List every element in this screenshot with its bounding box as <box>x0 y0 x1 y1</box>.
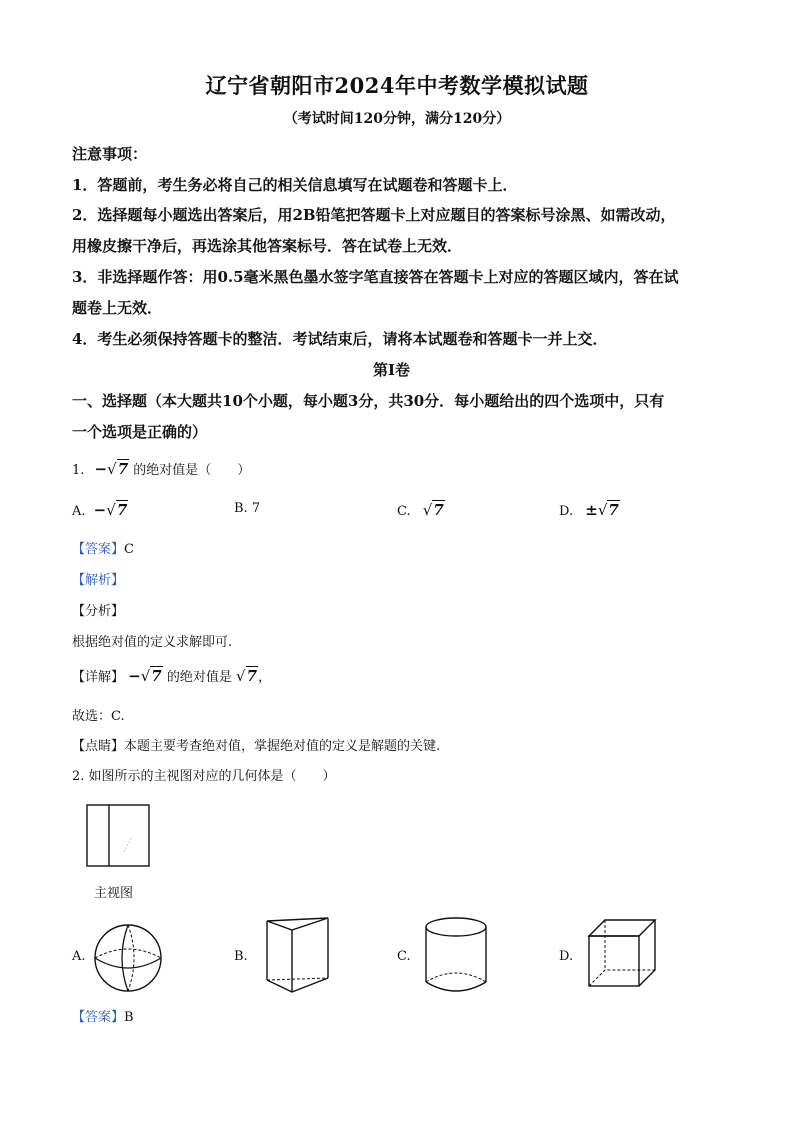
answer-tag: 【答案】 <box>72 542 125 557</box>
answer-tag-2: 【答案】 <box>72 1010 125 1025</box>
section-heading-line-1: 一、选择题（本大题共10个小题，每小题3分，共30分．每小题给出的四个选项中，只有 <box>72 392 665 410</box>
main-view-figure <box>86 804 150 868</box>
option-c: C. √7 <box>397 501 444 519</box>
notice-item-3-line-2: 题卷上无效． <box>72 299 163 317</box>
fenxi-text: 根据绝对值的定义求解即可. <box>72 635 233 650</box>
answer-line-1 <box>72 538 134 557</box>
section-heading-line-2: 一个选项是正确的） <box>72 423 208 441</box>
choose-line: 故选：C. <box>72 709 125 724</box>
question-2: 2. 如图所示的主视图对应的几何体是（ ） <box>72 769 336 784</box>
cylinder-figure <box>424 916 490 996</box>
exam-subtitle: （考试时间120分钟，满分120分） <box>283 111 511 127</box>
option-b: B. 7 <box>234 501 261 516</box>
q2-option-b-label: B. <box>234 949 248 964</box>
fenxi-tag: 【分析】 <box>72 604 125 619</box>
notice-item-2-line-1: 2．选择题每小题选出答案后，用2B铅笔把答题卡上对应题目的答案标号涂黑、如需改动， <box>72 206 676 224</box>
notice-item-4: 4．考生必须保持答题卡的整洁．考试结束后，请将本试题卷和答题卡一并上交． <box>72 330 608 348</box>
q2-option-c-label: C. <box>397 949 411 964</box>
analysis-tag: 【解析】 <box>72 573 125 588</box>
detail-line: 【详解】 −√7 的绝对值是 √7， <box>72 667 272 685</box>
notice-item-1: 1．答题前，考生务必将自己的相关信息填写在试题卷和答题卡上． <box>72 176 518 194</box>
question-1-text: 的绝对值是（ ） <box>133 463 251 478</box>
page-title: 辽宁省朝阳市2024年中考数学模拟试题 <box>205 73 589 98</box>
main-view-caption: 主视图 <box>94 886 134 901</box>
notice-heading: 注意事项： <box>72 145 148 163</box>
q2-option-a-label: A. <box>72 949 86 964</box>
notice-item-2-line-2: 用橡皮擦干净后，再选涂其他答案标号．答在试卷上无效． <box>72 237 463 255</box>
sphere-figure <box>92 922 164 994</box>
notice-item-3-line-1: 3．非选择题作答：用0.5毫米黑色墨水签字笔直接答在答题卡上对应的答题区域内，答在试 <box>72 268 679 286</box>
answer-value-2: B <box>124 1010 134 1025</box>
option-a: A. −√7 <box>72 501 128 519</box>
question-1 <box>72 459 250 478</box>
prism-figure <box>262 916 342 996</box>
answer-value: C <box>124 542 134 557</box>
cube-figure <box>587 916 659 988</box>
answer-line-2 <box>72 1006 134 1025</box>
question-number: 1. <box>72 463 85 478</box>
q2-option-d-label: D. <box>559 949 574 964</box>
option-d: D. ±√7 <box>559 501 619 519</box>
comment-line: 【点睛】本题主要考查绝对值，掌握绝对值的定义是解题的关键. <box>72 739 441 754</box>
negative-sqrt-expression: −√7 <box>94 460 129 478</box>
section-title: 第I卷 <box>373 361 411 379</box>
